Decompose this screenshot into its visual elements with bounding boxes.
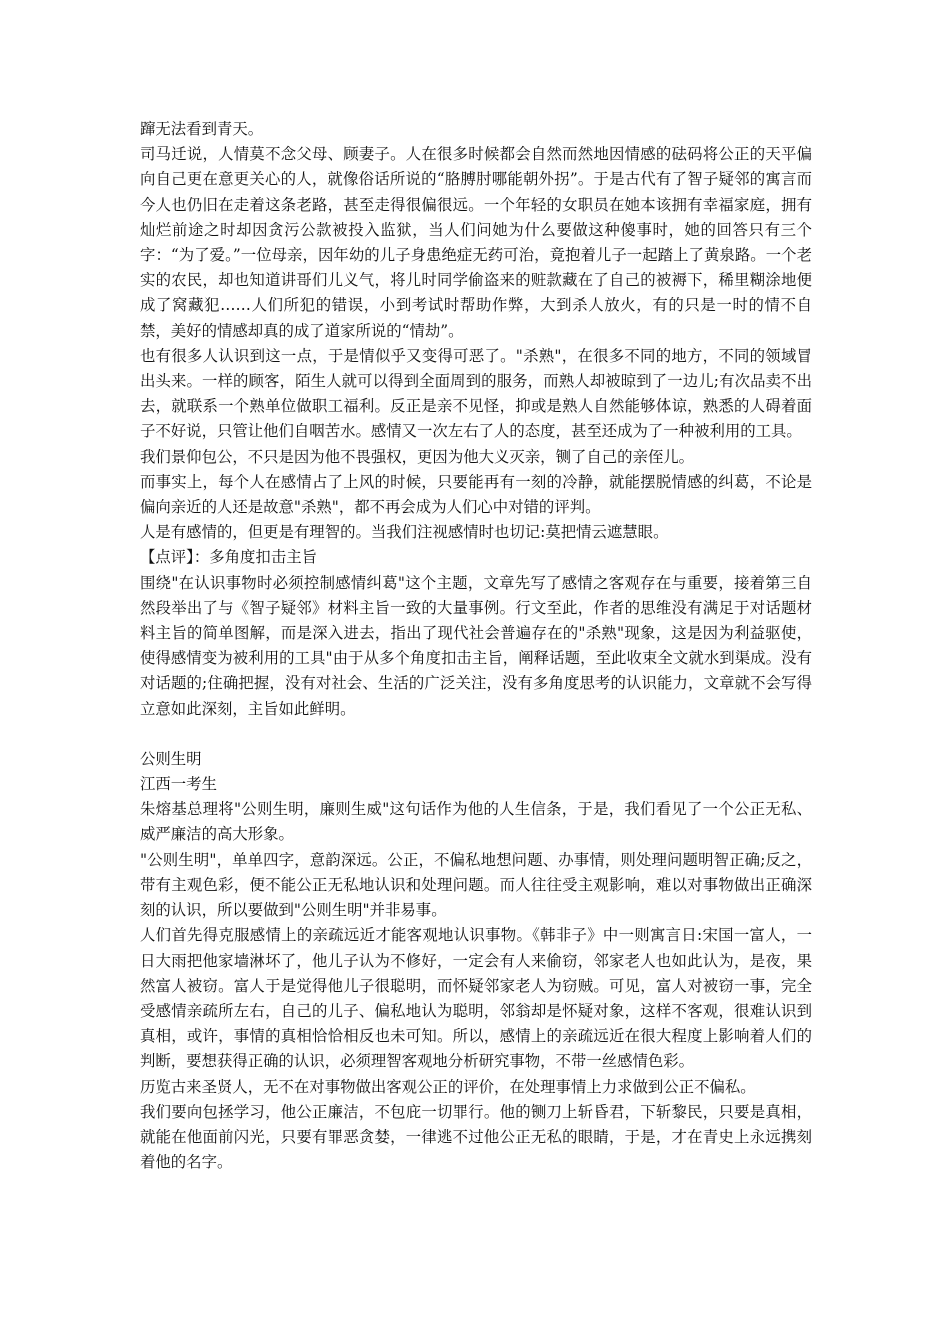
paragraph: 朱熔基总理将"公则生明，廉则生威"这句话作为他的人生信条，于是，我们看见了一个公正无私、威严廉洁的高大形象。 (140, 800, 812, 844)
paragraph: 而事实上，每个人在感情占了上风的时候，只要能再有一刻的冷静，就能摆脱情感的纠葛，不论是偏向亲近的人还是故意"杀熟"，都不再会成为人们心中对错的评判。 (140, 472, 812, 517)
paragraph: 我们要向包拯学习，他公正廉洁，不包庇一切罪行。他的铡刀上斩昏君，下斩黎民，只要是真相，就能在他面前闪光，只要有罪恶贪婪，一律逃不过他公正无私的眼睛，于是，才在青史上永远携刻着他的名字。 (140, 1102, 812, 1172)
paragraph: 人们首先得克服感情上的亲疏远近才能客观地认识事物。《韩非子》中一则寓言日:宋国一富人，一日大雨把他家墙淋坏了，他儿子认为不修好，一定会有人来偷窃，邻家老人也如此认为，是夜，果然富人被窃。富人于是觉得他儿子很聪明，而怀疑邻家老人为窃贼。可见，富人对被窃一事，完全受感情亲疏所左右，自己的儿子、偏私地认为聪明，邻翁却是怀疑对象，这样不客观，很难认识到真相，或许，事情的真相恰恰相反也未可知。所以，感情上的亲疏远近在很大程度上影响着人们的判断，要想获得正确的认识，必须理智客观地分析研究事物，不带一丝感情色彩。 (140, 926, 812, 1071)
document-body (140, 117, 812, 1175)
comment-heading: 【点评】：多角度扣击主旨 (140, 548, 317, 567)
paragraph: 历览古来圣贤人，无不在对事物做出客观公正的评价，在处理事情上力求做到公正不偏私。 (140, 1077, 756, 1096)
paragraph: 司马迁说，人情莫不念父母、顾妻子。人在很多时候都会自然而然地因情感的砝码将公正的天平偏向自己更在意更关心的人，就像俗话所说的“胳膊肘哪能朝外拐”。于是古代有了智子疑邻的寓言而今人也仍旧在走着这条老路，甚至走得很偏很远。一个年轻的女职员在她本该拥有幸福家庭，拥有灿烂前途之时却因贪污公款被投入监狱，当人们问她为什么要做这种傻事时，她的回答只有三个字：“为了爱。”一位母亲，因年幼的儿子身患绝症无药可治，竟抱着儿子一起踏上了黄泉路。一个老实的农民，却也知道讲哥们儿义气，将儿时同学偷盗来的赃款藏在了自己的被褥下，稀里糊涂地便成了窝藏犯……人们所犯的错误，小到考试时帮助作弊，大到杀人放火，有的只是一时的情不自禁，美好的情感却真的成了道家所说的“情劫”。 (140, 145, 812, 340)
section-spacer (140, 722, 812, 747)
paragraph: 也有很多人认识到这一点，于是情似乎又变得可恶了。"杀熟"，在很多不同的地方，不同的领域冒出头来。一样的顾客，陌生人就可以得到全面周到的服务，而熟人却被晾到了一边儿;有次品卖不出去，就联系一个熟单位做职工福利。反正是亲不见怪，抑或是熟人自然能够体谅，熟悉的人碍着面子不好说，只管让他们自咽苦水。感情又一次左右了人的态度，甚至还成为了一种被利用的工具。 (140, 346, 812, 441)
paragraph: 我们景仰包公，不只是因为他不畏强权，更因为他大义灭亲，铡了自己的亲侄儿。 (140, 447, 695, 466)
paragraph: 人是有感情的，但更是有理智的。当我们注视感情时也切记:莫把情云遮慧眼。 (140, 523, 669, 542)
essay-title: 公则生明 (140, 749, 202, 768)
paragraph: "公则生明"，单单四字，意韵深远。公正，不偏私地想问题、办事情，则处理问题明智正确;反之，带有主观色彩，便不能公正无私地认识和处理问题。而人往往受主观影响，难以对事物做出正确深刻的认识，所以要做到"公则生明"并非易事。 (140, 850, 812, 920)
essay-author: 江西一考生 (140, 775, 217, 794)
comment-text: 围绕"在认识事物时必须控制感情纠葛"这个主题，文章先写了感情之客观存在与重要，接着第三自然段举出了与《智子疑邻》材料主旨一致的大量事例。行文至此，作者的思维没有满足于对话题材料主旨的简单图解，而是深入进去，指出了现代社会普遍存在的"杀熟"现象，这是因为利益驱使，使得感情变为被利用的工具"由于从多个角度扣击主旨，阐释话题，至此收束全文就水到渠成。没有对话题的;住确把握，没有对社会、生活的广泛关注，没有多角度思考的认识能力，文章就不会写得立意如此深刻，主旨如此鲜明。 (140, 573, 812, 718)
paragraph: 蹿无法看到青天。 (140, 120, 264, 138)
